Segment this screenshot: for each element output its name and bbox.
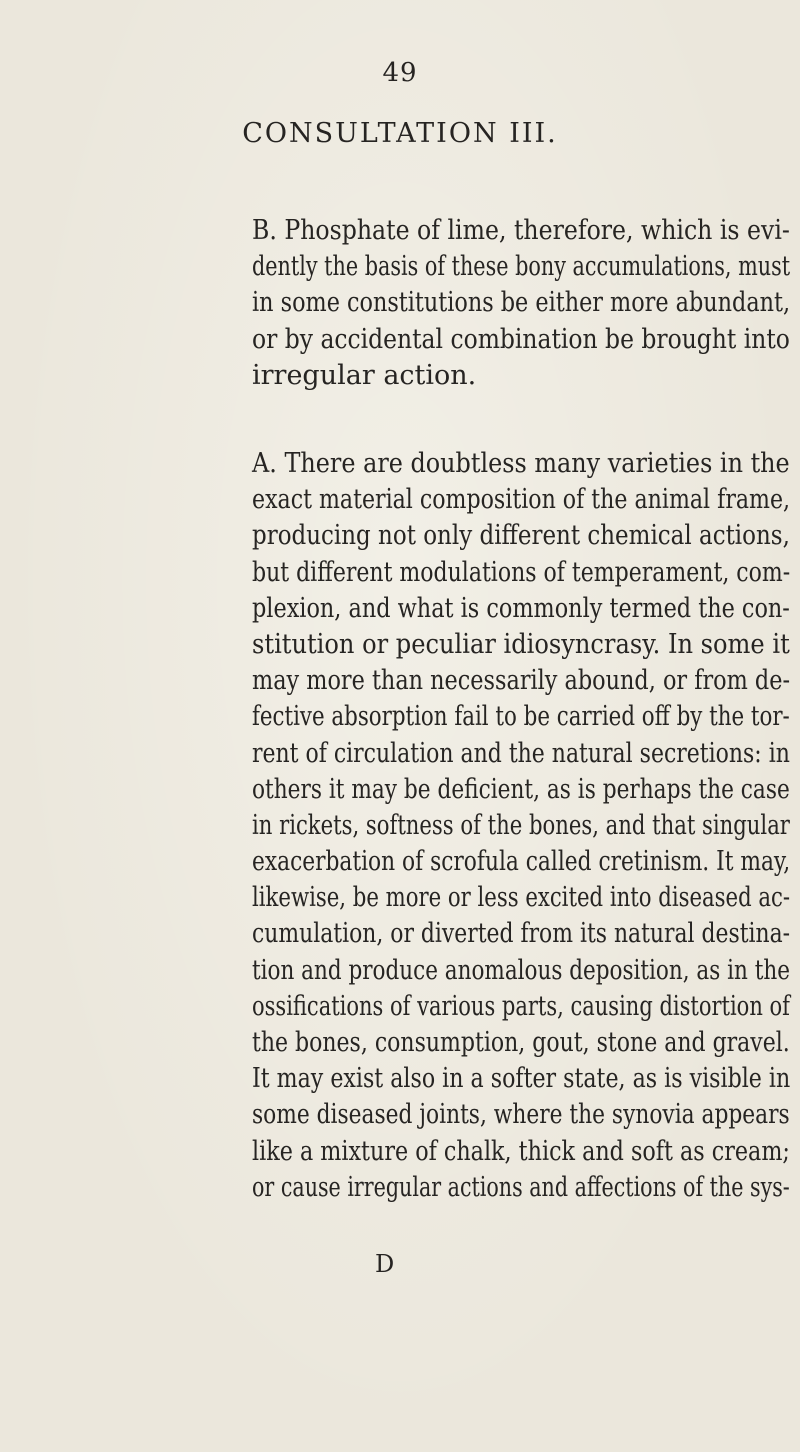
text-line: stitution or peculiar idiosyncrasy. In some it (252, 628, 790, 660)
text-line: exact material composition of the animal frame, (252, 484, 791, 516)
text-line: like a mixture of chalk, thick and soft as cream; (252, 1135, 790, 1167)
text-line: some diseased joints, where the synovia appears (252, 1099, 790, 1131)
text-line: dently the basis of these bony accumulations, must (252, 251, 791, 283)
text-line: but different modulations of temperament, com- (252, 556, 791, 588)
text-line: in rickets, softness of the bones, and that singular (252, 809, 790, 841)
text-line: It may exist also in a softer state, as is visible in (252, 1063, 791, 1095)
text-line: cumulation, or diverted from its natural destina- (252, 918, 791, 950)
text-line: likewise, be more or less excited into diseased ac- (252, 882, 791, 914)
paragraph-2 (252, 446, 792, 1206)
text-line: or by accidental combination be brought into (252, 323, 790, 355)
page-number: 49 (382, 58, 418, 88)
signature-mark: D (375, 1250, 395, 1278)
text-line: in some constitutions be either more abundant, (252, 287, 791, 319)
text-line: or cause irregular actions and affections of the sys- (252, 1171, 790, 1203)
paragraph-1 (252, 213, 792, 394)
text-line: ossifications of various parts, causing distortion of (252, 990, 790, 1022)
text-line: others it may be deficient, as is perhaps the case (252, 773, 790, 805)
text-line: fective absorption fail to be carried off by the tor- (252, 701, 790, 733)
text-line: the bones, consumption, gout, stone and gravel. (252, 1027, 790, 1058)
text-line: rent of circulation and the natural secretions: in (252, 737, 790, 769)
text-line: tion and produce anomalous deposition, as in the (252, 954, 790, 986)
text-line: producing not only different chemical actions, (252, 520, 790, 552)
section-heading: CONSULTATION III. (242, 118, 558, 149)
text-line: irregular action. (252, 359, 477, 391)
text-line: may more than necessarily abound, or from de- (252, 665, 791, 697)
text-line: exacerbation of scrofula called cretinism. It may, (252, 846, 791, 878)
text-line: A. There are doubtless many varieties in the (252, 448, 790, 479)
text-line: plexion, and what is commonly termed the con- (252, 592, 790, 624)
text-line: B. Phosphate of lime, therefore, which is evi- (252, 215, 790, 246)
